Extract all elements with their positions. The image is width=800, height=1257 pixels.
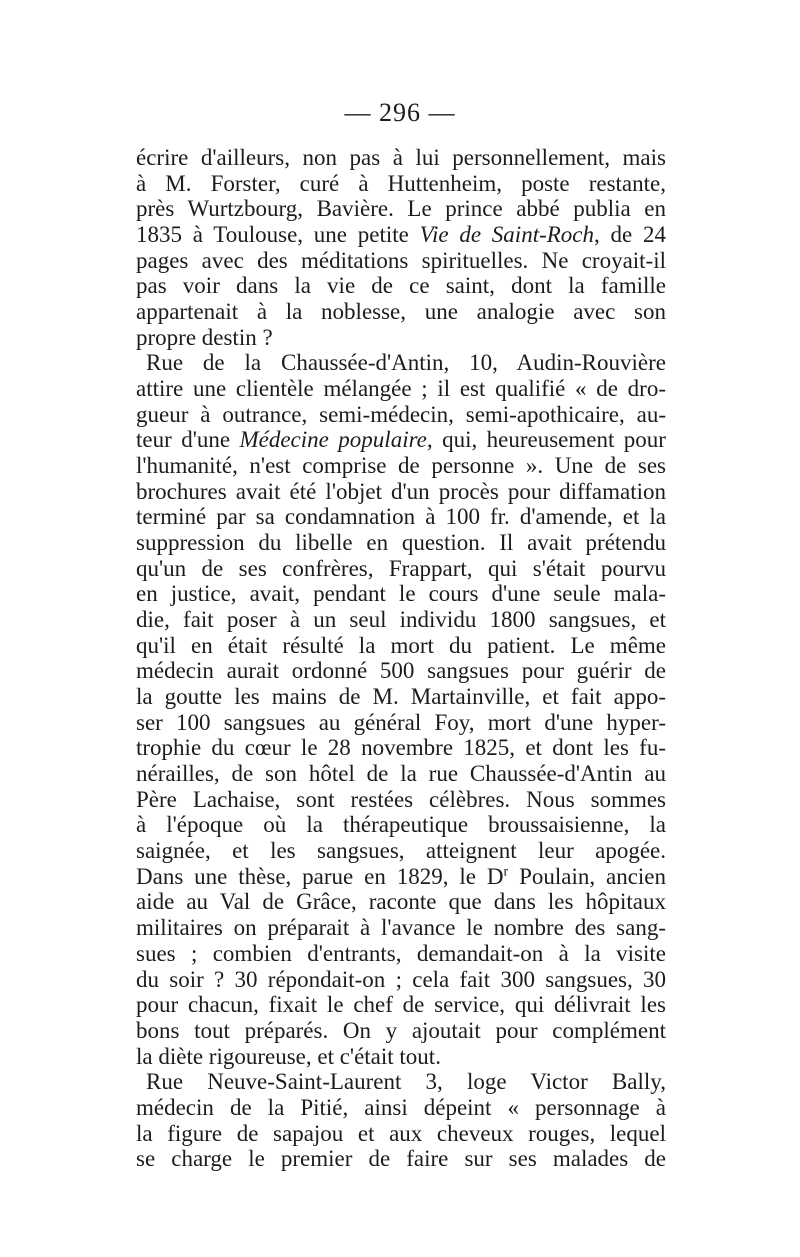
text-span: 1835 à Toulouse, une petite bbox=[136, 222, 409, 248]
text-line: la goutte les mains de M. Martainville, et fait appo- bbox=[136, 684, 666, 710]
text-line: la figure de sapajou et aux cheveux rouges, lequel bbox=[136, 1120, 666, 1146]
text-line: suppression du libelle en question. Il avait prétendu bbox=[136, 530, 666, 556]
text-span: , qui, heureusement pour bbox=[426, 427, 666, 453]
text-line: terminé par sa condamnation à 100 fr. d'amende, et la bbox=[136, 504, 666, 530]
text-line: saignée, et les sangsues, atteignent leur apogée. bbox=[136, 838, 666, 864]
text-line: brochures avait été l'objet d'un procès pour diffamation bbox=[136, 478, 666, 504]
text-line: la diète rigoureuse, et c'était tout. bbox=[136, 1043, 441, 1069]
text-line: aide au Val de Grâce, raconte que dans les hôpitaux bbox=[136, 889, 666, 915]
text-line: bons tout préparés. On y ajoutait pour complément bbox=[136, 1017, 666, 1043]
text-line: Rue Neuve-Saint-Laurent 3, loge Victor Bally, bbox=[146, 1069, 666, 1095]
superscript: r bbox=[503, 864, 509, 880]
text-line bbox=[136, 222, 666, 248]
text-line: à M. Forster, curé à Huttenheim, poste restante, bbox=[136, 170, 666, 196]
text-span: Dans une thèse, parue en 1829, le D bbox=[136, 863, 504, 889]
page-number: — 296 — bbox=[344, 98, 456, 127]
italic-title: Médecine populaire bbox=[239, 427, 427, 453]
text-line: Père Lachaise, sont restées célèbres. Nous sommes bbox=[136, 786, 666, 812]
text-line: pas voir dans la vie de ce saint, dont la famille bbox=[136, 273, 666, 299]
text-line: du soir ? 30 répondait-on ; cela fait 300 sangsues, 30 bbox=[136, 966, 666, 992]
text-line: sues ; combien d'entrants, demandait-on à la visite bbox=[136, 940, 666, 966]
text-line: à l'époque où la thérapeutique broussaisienne, la bbox=[136, 812, 666, 838]
text-line: ser 100 sangsues au général Foy, mort d'une hyper- bbox=[136, 709, 666, 735]
body-text bbox=[136, 145, 666, 1172]
text-line: près Wurtzbourg, Bavière. Le prince abbé publia en bbox=[136, 196, 666, 222]
text-line: l'humanité, n'est comprise de personne ». Une de ses bbox=[136, 453, 666, 479]
italic-title: Vie de Saint-Roch bbox=[419, 222, 595, 248]
text-line: écrire d'ailleurs, non pas à lui personnellement, mais bbox=[136, 145, 666, 170]
text-line: gueur à outrance, semi-médecin, semi-apothicaire, au- bbox=[136, 401, 666, 427]
text-line: en justice, avait, pendant le cours d'une seule mala- bbox=[136, 581, 666, 607]
text-line bbox=[136, 864, 666, 890]
text-span: teur d'une bbox=[136, 427, 231, 453]
text-line: propre destin ? bbox=[136, 324, 273, 350]
text-line: qu'il en était résulté la mort du patient. Le même bbox=[136, 632, 666, 658]
text-line: attire une clientèle mélangée ; il est qualifié « de dro- bbox=[136, 376, 666, 402]
text-line: trophie du cœur le 28 novembre 1825, et dont les fu- bbox=[136, 735, 666, 761]
text-line: appartenait à la noblesse, une analogie avec son bbox=[136, 299, 666, 325]
text-line: militaires on préparait à l'avance le nombre des sang- bbox=[136, 915, 666, 941]
text-span: , de 24 bbox=[594, 222, 666, 248]
text-line: qu'un de ses confrères, Frappart, qui s'était pourvu bbox=[136, 555, 666, 581]
text-line: nérailles, de son hôtel de la rue Chaussée-d'Antin au bbox=[136, 761, 666, 787]
text-line: die, fait poser à un seul individu 1800 sangsues, et bbox=[136, 607, 666, 633]
text-line: médecin de la Pitié, ainsi dépeint « personnage à bbox=[136, 1094, 666, 1120]
text-line bbox=[136, 427, 666, 453]
text-line: pages avec des méditations spirituelles. Ne croyait-il bbox=[136, 247, 666, 273]
text-span: Poulain, ancien bbox=[508, 863, 667, 889]
text-line: médecin aurait ordonné 500 sangsues pour guérir de bbox=[136, 658, 666, 684]
text-line: pour chacun, fixait le chef de service, qui délivrait les bbox=[136, 992, 666, 1018]
text-line: se charge le premier de faire sur ses malades de bbox=[136, 1146, 666, 1172]
text-line: Rue de la Chaussée-d'Antin, 10, Audin-Rouvière bbox=[146, 350, 666, 376]
